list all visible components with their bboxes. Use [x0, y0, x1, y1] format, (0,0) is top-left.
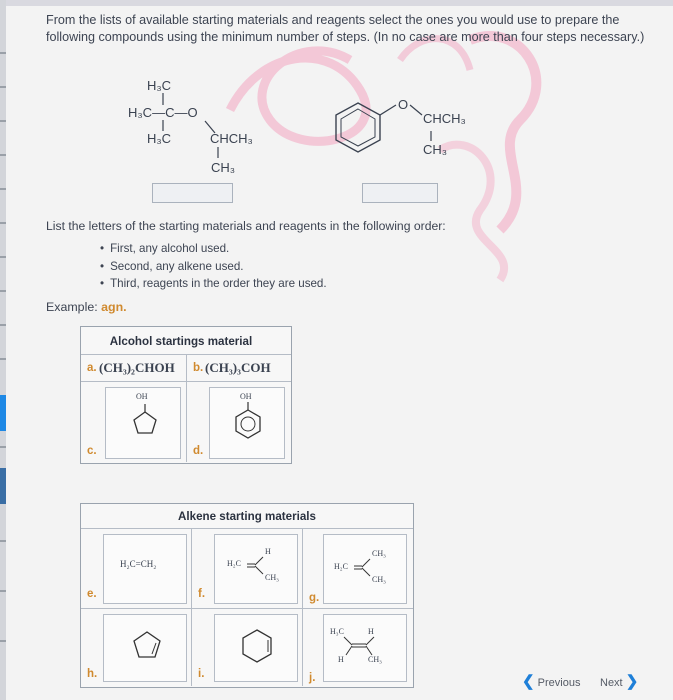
h3c-c-o-label: H₃C—C—O — [128, 105, 198, 120]
next-button[interactable] — [600, 672, 638, 690]
j-h-bottom-label: H — [338, 655, 344, 664]
alkene-h-label: h. — [87, 668, 98, 680]
isobutylene-bonds-icon — [352, 555, 382, 581]
j-ch3-label: CH₃ — [368, 655, 382, 664]
alkene-e-label: e. — [87, 588, 97, 600]
alkene-g-option[interactable] — [323, 534, 407, 604]
h3c-top-label: H₃C — [147, 78, 172, 93]
f-h-label: H — [265, 547, 271, 556]
alkene-g-label: g. — [309, 592, 320, 604]
alcohol-table-title: Alcohol startings material — [109, 335, 253, 348]
alcohol-c-option[interactable] — [105, 387, 181, 459]
oxygen-label: O — [398, 97, 409, 112]
question-intro: From the lists of available starting materials and reagents select the ones you would use to prepare the following compounds using the minimum number of steps. (In no case are more than four steps necessary.) — [46, 13, 645, 44]
chevron-left-icon: ❮ — [522, 673, 535, 690]
compound-1-answer-box[interactable] — [152, 183, 233, 203]
example-answer: agn. — [101, 300, 127, 314]
g-ch3-top-label: CH₃ — [372, 549, 386, 558]
alkene-j-label: j. — [309, 672, 316, 684]
ethylene-formula: H₂C=CH₂ — [120, 559, 157, 569]
compound-1-bonds — [120, 90, 240, 170]
next-label: Next — [600, 677, 623, 689]
compound-2-answer-box[interactable] — [362, 183, 438, 203]
alkene-i-option[interactable] — [214, 614, 298, 682]
f-h2c-label: H₂C — [227, 559, 241, 568]
previous-button[interactable] — [522, 672, 580, 690]
alcohol-b-label: b. — [193, 362, 204, 374]
ch3-label-2: CH₃ — [423, 142, 448, 157]
cyclohexene-icon — [239, 627, 275, 667]
top-bar — [0, 0, 673, 6]
bullet-alkene: • Second, any alkene used. — [100, 258, 327, 276]
g-ch3-bottom-label: CH₃ — [372, 575, 386, 584]
order-bullets — [100, 240, 327, 293]
alkene-table — [80, 503, 414, 688]
example-line — [46, 300, 127, 314]
g-h2c-label: H₂C — [334, 562, 348, 571]
alcohol-d-label: d. — [193, 445, 204, 457]
alcohol-table — [80, 326, 292, 464]
ch3-label: CH₃ — [211, 160, 236, 175]
alcohol-d-option[interactable] — [209, 387, 285, 459]
alkene-h-option[interactable] — [103, 614, 187, 682]
alcohol-b-formula[interactable]: (CH₃)₃COH — [205, 360, 271, 375]
trans-butene-bonds-icon — [338, 635, 382, 659]
f-ch3-label: CH₃ — [265, 573, 279, 582]
j-h-top-label: H — [368, 627, 374, 636]
alkene-e-option[interactable] — [103, 534, 187, 604]
alkene-table-title: Alkene starting materials — [178, 510, 316, 523]
alcohol-c-label: c. — [87, 445, 97, 457]
alkene-f-option[interactable] — [214, 534, 298, 604]
alcohol-a-formula[interactable]: (CH₃)₂CHOH — [99, 360, 175, 375]
cyclopentanol-icon — [126, 402, 166, 442]
chch3-label: CHCH₃ — [210, 131, 253, 146]
left-strip — [0, 0, 6, 700]
bullet-reagents: • Third, reagents in the order they are used. — [100, 275, 327, 293]
h3c-bottom-label: H₃C — [147, 131, 172, 146]
alkene-i-label: i. — [198, 668, 205, 680]
cyclopentene-icon — [130, 629, 164, 663]
chevron-right-icon: ❯ — [625, 673, 639, 690]
j-h3c-label: H₃C — [330, 627, 344, 636]
example-label: Example: — [46, 300, 98, 314]
alkene-j-option[interactable] — [323, 614, 407, 682]
alkene-f-label: f. — [198, 588, 206, 600]
previous-label: Previous — [537, 677, 581, 689]
phenol-icon — [230, 400, 270, 444]
oh-label-c: OH — [136, 392, 148, 401]
oh-label-d: OH — [240, 392, 252, 401]
propene-bonds-icon — [245, 553, 275, 579]
order-instructions: List the letters of the starting materials and reagents in the following order: — [46, 219, 446, 233]
chch3-label-2: CHCH₃ — [423, 111, 466, 126]
alcohol-a-label: a. — [87, 362, 97, 374]
bullet-alcohol: • First, any alcohol used. — [100, 240, 327, 258]
